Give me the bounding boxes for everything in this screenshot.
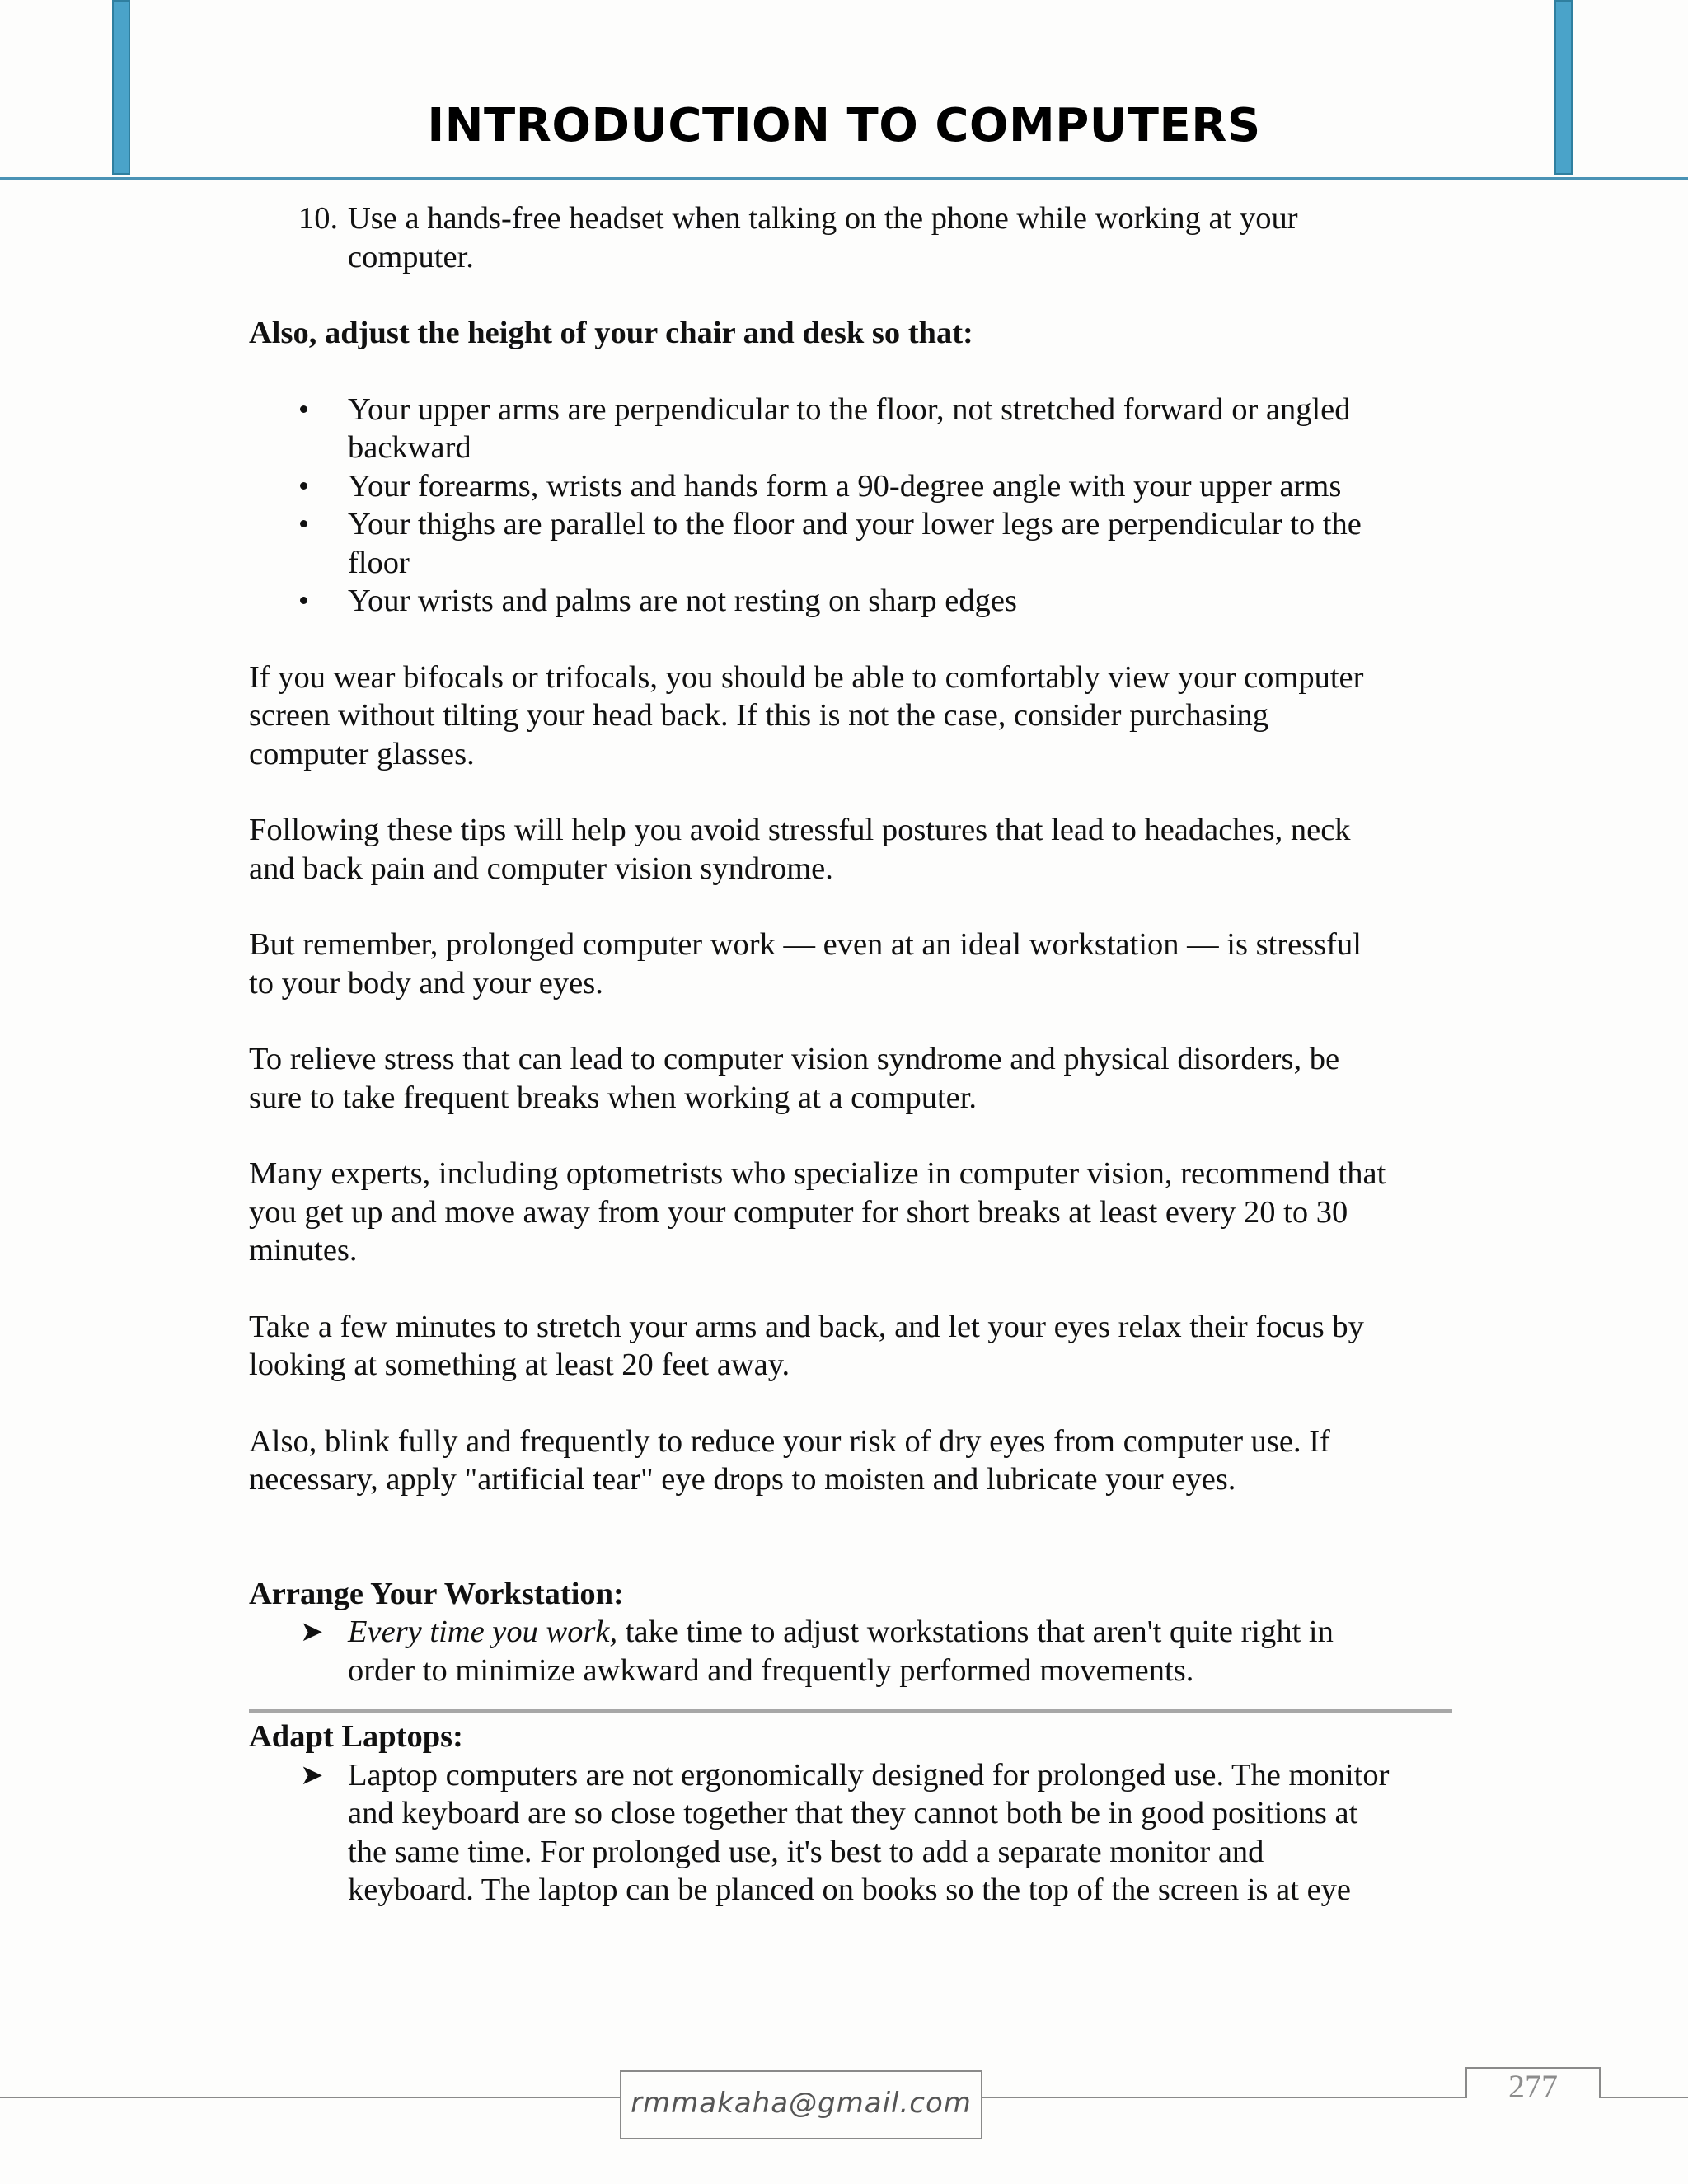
list-item [249,467,1452,506]
footer-rule-middle [982,2097,1465,2098]
text-line: Also, blink fully and frequently to reduce your risk of dry eyes from computer use. If [249,1423,1330,1459]
laptops-heading: Adapt Laptops: [249,1719,463,1754]
text-line: Following these tips will help you avoid stressful postures that lead to headaches, neck [249,813,1351,847]
chair-desk-bullet-list [249,391,1452,621]
list-item [249,391,1452,467]
page-body [249,199,1452,1910]
text-line: screen without tilting your head back. If this is not the case, consider purchasing [249,698,1269,733]
text-line: Laptop computers are not ergonomically designed for prolonged use. The monitor [348,1757,1390,1793]
paragraph-experts [249,1155,1452,1270]
text-line: necessary, apply "artificial tear" eye drops to moisten and lubricate your eyes. [249,1462,1236,1497]
text-line: and back pain and computer vision syndrome. [249,851,833,886]
text-line: keyboard. The laptop can be planced on books so the top of the screen is at eye [348,1872,1351,1907]
paragraph-bifocals [249,658,1452,774]
header-divider [0,177,1688,180]
paragraph-tips [249,811,1452,888]
text-line: Your forearms, wrists and hands form a 90-degree angle with your upper arms [348,468,1342,504]
text-line: Your upper arms are perpendicular to the floor, not stretched forward or angled [348,391,1351,427]
bullet-icon [300,520,307,527]
laptops-list [249,1756,1452,1910]
text-line: If you wear bifocals or trifocals, you should be able to comfortably view your computer [249,659,1364,695]
page-header-title: INTRODUCTION TO COMPUTERS [427,99,1261,152]
text-line: But remember, prolonged computer work — even at an ideal workstation — is stressful [249,927,1362,962]
list-item [249,582,1452,621]
paragraph-stretch [249,1308,1452,1385]
paragraph-remember [249,926,1452,1002]
list-item [249,1756,1452,1910]
text-line: Many experts, including optometrists who specialize in computer vision, recommend that [249,1156,1386,1191]
page-number: 277 [1508,2068,1558,2105]
text-line: to your body and your eyes. [249,965,603,1001]
text-line: minutes. [249,1233,358,1268]
text-line [348,1613,1452,1652]
text-line: and keyboard are so close together that they cannot both be in good positions at [348,1796,1358,1830]
workstation-heading: Arrange Your Workstation: [249,1576,624,1611]
text-line: Use a hands-free headset when talking on the phone while working at your [348,201,1298,236]
bullet-icon [300,482,307,490]
arrow-bullet-icon: ➤ [300,1758,324,1792]
text-span: take time to adjust workstations that aren't quite right in [617,1615,1334,1649]
text-line: Your thighs are parallel to the floor and your lower legs are perpendicular to the [348,507,1362,541]
workstation-list [249,1613,1452,1690]
bullet-icon [300,405,307,413]
text-line: you get up and move away from your computer for short breaks at least every 20 to 30 [249,1194,1348,1230]
list-item [249,1613,1452,1690]
list-item [249,505,1452,582]
numbered-item-10 [249,199,1452,276]
emphasis-text: Every time you work, [348,1615,618,1649]
text-line: backward [348,430,471,465]
text-line: computer glasses. [249,736,475,771]
paragraph-relieve-stress [249,1040,1452,1117]
list-number: 10. [298,201,339,236]
text-line: looking at something at least 20 feet away. [249,1347,790,1382]
section-divider [249,1709,1452,1713]
text-line: the same time. For prolonged use, it's best to add a separate monitor and [348,1834,1264,1869]
text-line: Take a few minutes to stretch your arms and back, and let your eyes relax their focus by [249,1309,1364,1344]
text-line: Your wrists and palms are not resting on sharp edges [348,583,1017,618]
footer-rule-left [0,2097,620,2098]
chair-desk-heading: Also, adjust the height of your chair and desk so that: [249,316,973,350]
text-line: To relieve stress that can lead to computer vision syndrome and physical disorders, be [249,1042,1340,1076]
footer-rule-right [1601,2097,1688,2098]
text-line: sure to take frequent breaks when working at a computer. [249,1080,978,1115]
footer-email: rmmakaha@gmail.com [620,2070,982,2139]
arrow-bullet-icon: ➤ [300,1615,324,1648]
text-line: order to minimize awkward and frequently performed movements. [348,1652,1194,1688]
text-line: floor [348,545,410,580]
paragraph-blink [249,1422,1452,1499]
text-line: computer. [348,239,474,274]
bullet-icon [300,597,307,604]
